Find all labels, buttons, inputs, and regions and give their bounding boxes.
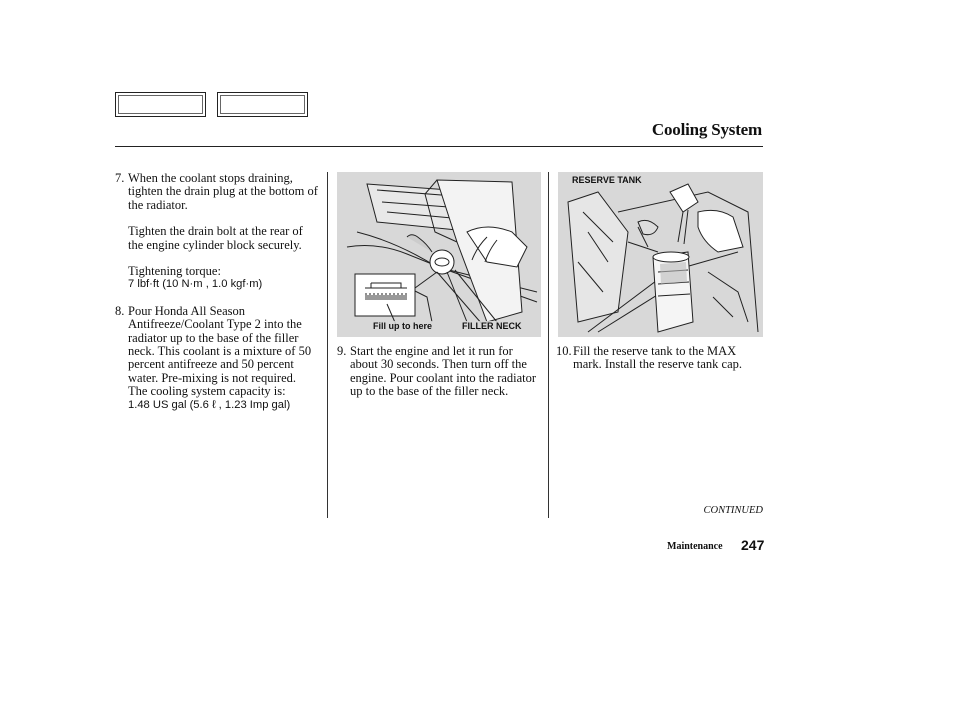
capacity-value: 1.48 US gal (5.6 ℓ , 1.23 Imp gal)	[128, 398, 291, 411]
step-8-text: Pour Honda All Season Antifreeze/Coolant Type 2 into the radiator up to the base of the filler neck. This coolant is a mixture of 50 percent antifreeze and 50 percent water. Pre-mixing is not required.	[128, 303, 312, 385]
step-7	[115, 172, 320, 292]
continued-marker: CONTINUED	[703, 505, 763, 516]
step-9-text: Start the engine and let it run for about 30 seconds. Then turn off the engine. Pour coolant into the radiator up to the base of the filler neck.	[350, 344, 537, 399]
page-title: Cooling System	[651, 120, 762, 139]
nav-button-2[interactable]	[217, 92, 308, 117]
column-divider-2	[548, 172, 549, 518]
step-7-text: When the coolant stops draining, tighten the drain plug at the bottom of the radiator.	[128, 171, 318, 212]
fill-level-label: Fill up to here	[373, 321, 433, 331]
filler-neck-label: FILLER NECK	[462, 321, 522, 331]
section-name: Maintenance	[667, 541, 723, 552]
step-10-number: 10.	[556, 344, 572, 358]
reserve-tank-illustration	[558, 172, 763, 337]
step-7-drain-bolt-text: Tighten the drain bolt at the rear of the engine cylinder block securely.	[128, 224, 303, 252]
step-8	[115, 305, 320, 412]
step-10-text: Fill the reserve tank to the MAX mark. Install the reserve tank cap.	[573, 344, 743, 372]
step-8-number: 8.	[115, 303, 125, 318]
nav-button-1[interactable]	[115, 92, 206, 117]
column-left	[115, 172, 320, 412]
reserve-tank-drawing	[558, 172, 763, 337]
page-number: 247	[741, 537, 765, 553]
torque-value: 7 lbf·ft (10 N·m , 1.0 kgf·m)	[128, 278, 263, 291]
header-rule	[115, 146, 763, 147]
capacity-label: The cooling system capacity is:	[128, 384, 286, 399]
step-9-number: 9.	[337, 344, 347, 358]
column-divider-1	[327, 172, 328, 518]
torque-label: Tightening torque:	[128, 264, 221, 279]
reserve-tank-label: RESERVE TANK	[572, 175, 642, 185]
step-9	[337, 345, 539, 399]
column-middle	[337, 345, 539, 399]
step-10	[556, 345, 762, 372]
radiator-filler-drawing	[337, 172, 541, 337]
filler-neck-illustration	[337, 172, 541, 337]
column-right	[556, 345, 762, 372]
step-7-number: 7.	[115, 171, 125, 185]
